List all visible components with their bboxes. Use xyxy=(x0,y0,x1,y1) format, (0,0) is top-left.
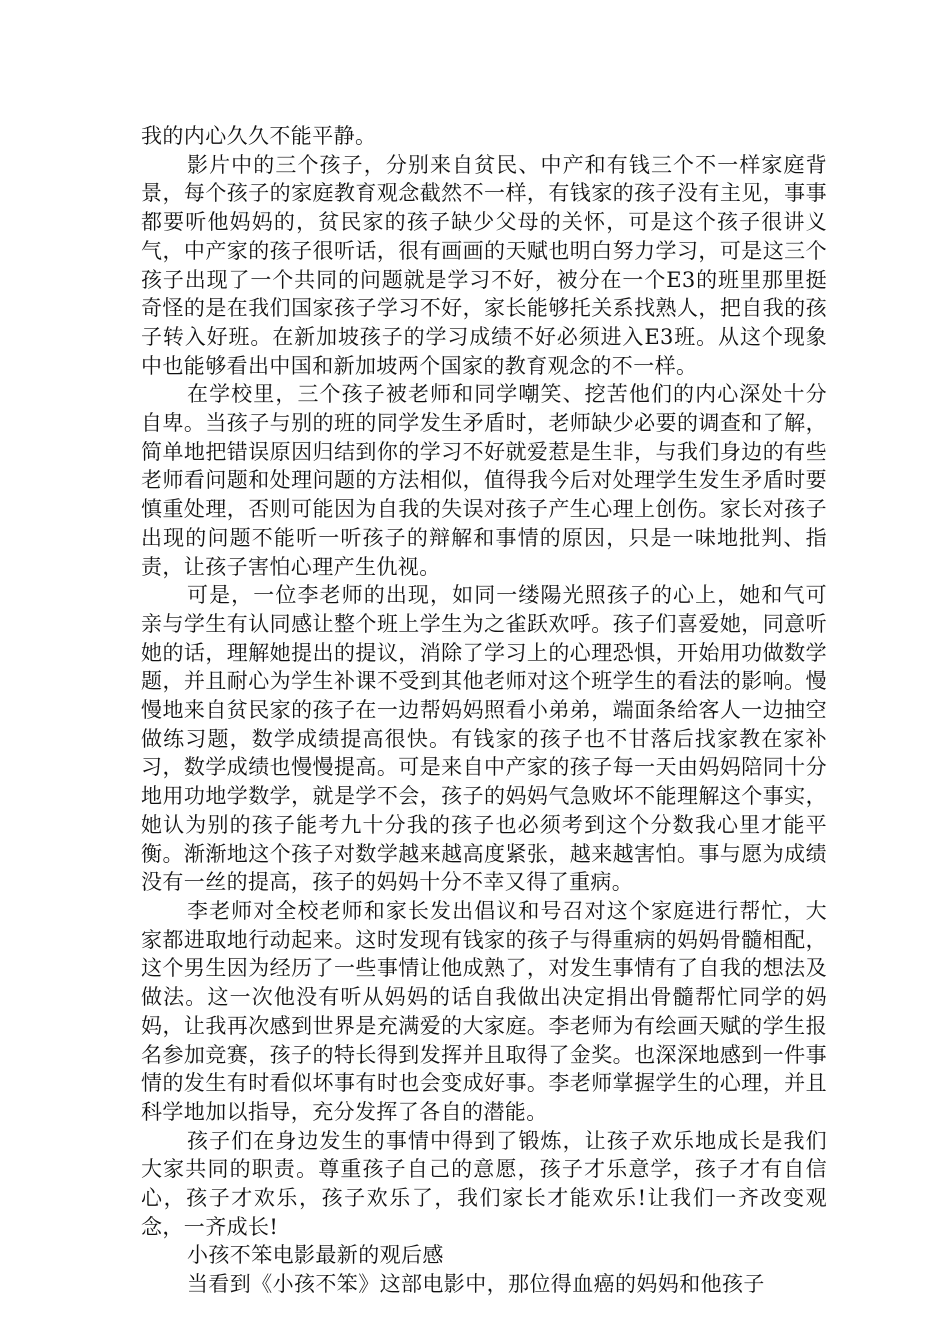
paragraph-at-school: 在学校里，三个孩子被老师和同学嘲笑、挖苦他们的内心深处十分自卑。当孩子与别的班的同学发生矛盾时，老师缺少必要的调查和了解，简单地把错误原因归结到你的学习不好就爱惹是生非，与我们身边的有些老师看问题和处理问题的方法相似，值得我今后对处理学生发生矛盾时要慎重处理，否则可能因为自我的失误对孩子产生心理上创伤。家长对孩子出现的问题不能听一听孩子的辩解和事情的原因，只是一味地批判、指责，让孩子害怕心理产生仇视。 xyxy=(141,382,827,579)
paragraph-bone-marrow: 李老师对全校老师和家长发出倡议和号召对这个家庭进行帮忙，大家都进取地行动起来。这时发现有钱家的孩子与得重病的妈妈骨髓相配，这个男生因为经历了一些事情让他成熟了，对发生事情有了自我的想法及做法。这一次他没有听从妈妈的话自我做出决定捐出骨髓帮忙同学的妈妈，让我再次感到世界是充满爱的大家庭。李老师为有绘画天赋的学生报名参加竞赛，孩子的特长得到发挥并且取得了金奖。也深深地感到一件事情的发生有时看似坏事有时也会变成好事。李老师掌握学生的心理，并且科学地加以指导，充分发挥了各自的潜能。 xyxy=(141,898,827,1124)
paragraph-next-essay: 当看到《小孩不笨》这部电影中，那位得血癌的妈妈和他孩子 xyxy=(187,1272,765,1297)
document-body xyxy=(141,122,827,1299)
section-heading: 小孩不笨电影最新的观后感 xyxy=(187,1243,444,1268)
paragraph-continued: 我的内心久久不能平静。 xyxy=(141,124,377,148)
paragraph-conclusion: 孩子们在身边发生的事情中得到了锻炼，让孩子欢乐地成长是我们大家共同的职责。尊重孩子自己的意愿，孩子才乐意学，孩子才有自信心，孩子才欢乐，孩子欢乐了，我们家长才能欢乐!让我们一齐改变观念，一齐成长! xyxy=(141,1128,827,1239)
paragraph-three-children: 影片中的三个孩子，分别来自贫民、中产和有钱三个不一样家庭背景，每个孩子的家庭教育观念截然不一样，有钱家的孩子没有主见，事事都要听他妈妈的，贫民家的孩子缺少父母的关怀，可是这个孩子很讲义气，中产家的孩子很听话，很有画画的天赋也明白努力学习，可是这三个孩子出现了一个共同的问题就是学习不好，被分在一个E3的班里那里挺奇怪的是在我们国家孩子学习不好，家长能够托关系找熟人，把自我的孩子转入好班。在新加坡孩子的学习成绩不好必须进入E3班。从这个现象中也能够看出中国和新加坡两个国家的教育观念的不一样。 xyxy=(141,152,827,378)
paragraph-teacher-li: 可是，一位李老师的出现，如同一缕陽光照孩子的心上，她和气可亲与学生有认同感让整个班上学生为之雀跃欢呼。孩子们喜爱她，同意听她的话，理解她提出的提议，消除了学习上的心理恐惧，开始用功做数学题，并且耐心为学生补课不受到其他老师对这个班学生的看法的影响。慢慢地来自贫民家的孩子在一边帮妈妈照看小弟弟，端面条给客人一边抽空做练习题，数学成绩提高很快。有钱家的孩子也不甘落后找家教在家补习，数学成绩也慢慢提高。可是来自中产家的孩子每一天由妈妈陪同十分地用功地学数学，就是学不会，孩子的妈妈气急败坏不能理解这个事实，她认为别的孩子能考九十分我的孩子也必须考到这个分数我心里才能平衡。渐渐地这个孩子对数学越来越高度紧张，越来越害怕。事与愿为成绩没有一丝的提高，孩子的妈妈十分不幸又得了重病。 xyxy=(141,583,827,895)
